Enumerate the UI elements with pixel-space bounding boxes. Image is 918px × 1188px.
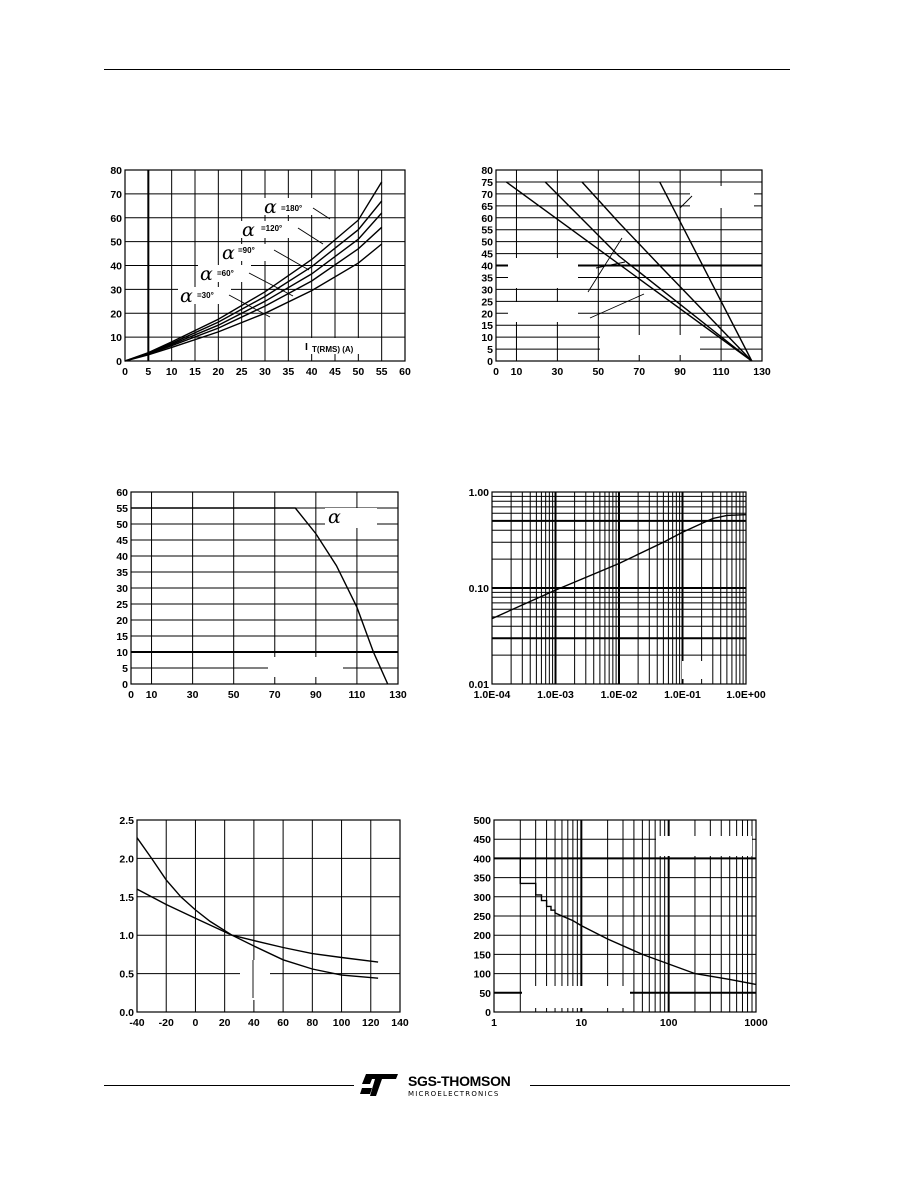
chart-6-ytick-label: 100 [473,968,491,981]
chart-3-ytick-label: 50 [116,519,128,531]
chart-6-xtick-label: 1000 [744,1017,768,1029]
chart-3-ytick-label: 55 [116,503,128,515]
chart-2-label-bg [508,258,578,288]
chart-5-temperature-variation [119,815,409,1029]
chart-1-series-label: =90° [238,246,255,255]
brand-subtitle: MICROELECTRONICS [408,1090,500,1098]
chart-3-xtick-label: 90 [310,689,322,701]
chart-6-ytick-label: 200 [473,930,491,943]
chart-2-series-3 [582,182,752,361]
chart-2-ytick-label: 15 [481,320,493,333]
chart-5-label-bg [240,960,270,1000]
chart-2-xtick-label: 110 [712,366,730,378]
chart-2-xtick-label: 0 [493,366,499,378]
chart-1-xtick-label: 5 [145,366,152,378]
chart-5-xtick-label: 40 [248,1017,260,1029]
chart-2-ytick-label: 75 [481,176,493,189]
chart-6-surge-current [473,815,767,1029]
chart-6-ytick-label: 400 [473,853,491,866]
chart-1-alpha-symbol: α [180,285,193,307]
chart-5-ytick-label: 2.0 [119,853,134,866]
chart-1-alpha-symbol: α [242,219,255,241]
chart-2-xtick-label: 130 [753,366,771,378]
chart-3-ytick-label: 15 [116,631,128,643]
chart-5-xtick-label: -40 [129,1017,145,1029]
chart-2-ytick-label: 35 [481,272,493,285]
chart-1-xtick-label: 40 [305,366,318,378]
chart-1-xlabel-symbol: I [305,341,308,353]
chart-1-ytick-label: 30 [110,284,122,297]
chart-1-series-label: =120° [261,224,283,233]
chart-2-ytick-label: 40 [481,260,493,273]
chart-2-label-bg [600,335,700,355]
chart-6-ytick-label: 150 [473,949,491,962]
chart-3-legend-symbol: α [328,506,341,528]
chart-5-xtick-label: 120 [362,1017,380,1029]
chart-3-ytick-label: 45 [116,535,128,547]
chart-4-ytick-label: 1.00 [468,487,489,499]
chart-2-ytick-label: 80 [481,165,493,177]
chart-3-xtick-label: 10 [145,689,158,701]
chart-4-xtick-label: 1.0E+00 [726,689,766,701]
chart-2-ytick-label: 55 [481,224,493,237]
chart-3-ytick-label: 20 [116,615,128,627]
chart-6-ytick-label: 500 [473,815,491,827]
chart-3-ytick-label: 5 [122,663,128,675]
chart-1-alpha-symbol: α [264,196,277,218]
brand-logo [360,1072,535,1102]
chart-1-alpha-symbol: α [200,263,213,285]
chart-2-xtick-label: 90 [674,366,686,378]
chart-5-ytick-label: 2.5 [119,815,134,827]
chart-2-ytick-label: 25 [481,296,493,309]
chart-3-ytick-label: 40 [116,551,128,563]
chart-3-xtick-label: 50 [227,689,240,701]
chart-4-xtick-label: 1.0E-02 [600,689,638,701]
chart-2-xtick-label: 30 [551,366,564,378]
chart-2-ytick-label: 10 [481,332,493,345]
chart-3-ytick-label: 60 [116,487,128,499]
chart-4-xtick-label: 1.0E-01 [664,689,701,701]
chart-2-ytick-label: 0 [487,356,493,368]
chart-1-alpha-symbol: α [222,242,235,264]
chart-1-ytick-label: 0 [116,356,122,368]
chart-1-ytick-label: 70 [110,188,122,201]
chart-1-xtick-label: 20 [212,366,225,378]
chart-1-xtick-label: 25 [235,366,248,378]
chart-3-current-vs-case-temperature [116,487,407,701]
chart-6-ytick-label: 450 [473,834,491,847]
chart-6-ytick-label: 0 [485,1007,491,1019]
chart-1-series-label: =60° [217,269,234,278]
chart-6-ytick-label: 50 [479,987,491,1000]
chart-2-xtick-label: 70 [633,366,646,378]
chart-2-ytick-label: 70 [481,188,493,201]
chart-1-xtick-label: 0 [122,366,128,378]
chart-1-xtick-label: 35 [282,366,295,378]
chart-1-power-vs-rms-current [110,165,411,378]
chart-6-ytick-label: 300 [473,891,491,904]
chart-1-series-arrow [274,250,309,270]
chart-4-thermal-impedance [469,487,766,701]
chart-2-xtick-label: 10 [510,366,523,378]
chart-1-series-label: =180° [281,204,303,213]
chart-5-xtick-label: 80 [306,1017,319,1029]
chart-1-ytick-label: 80 [110,165,122,177]
chart-4-xtick-label: 1.0E-04 [473,689,511,701]
chart-3-xtick-label: 30 [186,689,199,701]
chart-3-series-1 [131,508,388,684]
chart-3-ytick-label: 10 [116,647,128,659]
chart-5-xtick-label: 20 [218,1017,231,1029]
chart-5-xtick-label: 140 [391,1017,409,1029]
chart-1-xtick-label: 55 [375,366,388,378]
chart-1-xtick-label: 45 [329,366,341,378]
chart-1-ytick-label: 60 [110,212,122,225]
chart-6-ytick-label: 250 [473,911,491,923]
chart-4-label-bg [682,661,712,679]
chart-6-label-bg [656,836,752,856]
chart-5-xtick-label: -20 [158,1017,174,1029]
chart-1-ytick-label: 50 [110,236,122,249]
chart-3-ytick-label: 25 [116,599,128,611]
chart-1-xlabel: T(RMS) (A) [312,345,354,354]
chart-1-xtick-label: 60 [399,366,411,378]
chart-1-ytick-label: 20 [110,308,122,321]
chart-2-ytick-label: 45 [481,248,493,261]
chart-3-ytick-label: 0 [122,679,128,691]
chart-2-power-vs-case-temperature [481,165,771,378]
chart-5-xtick-label: 100 [332,1017,351,1029]
chart-3-label-bg [268,657,343,677]
chart-2-ytick-label: 50 [481,236,493,249]
chart-1-ytick-label: 40 [110,260,122,273]
chart-4-ytick-label: 0.10 [468,583,489,595]
chart-6-xtick-label: 1 [491,1017,497,1029]
chart-1-xtick-label: 15 [189,366,201,378]
chart-6-xtick-label: 100 [659,1017,678,1029]
chart-1-series-label: =30° [197,291,214,300]
chart-5-xtick-label: 60 [277,1017,289,1029]
st-logo-icon [360,1072,400,1098]
chart-1-xtick-label: 50 [352,366,365,378]
chart-2-ytick-label: 5 [487,344,493,357]
chart-2-xtick-label: 50 [592,366,605,378]
chart-4-ytick-label: 0.01 [468,679,489,691]
chart-2-label-bg [508,302,578,322]
chart-2-series-4 [660,182,752,361]
brand-name: SGS-THOMSON [408,1073,511,1089]
chart-3-ytick-label: 30 [116,583,128,595]
chart-5-ytick-label: 0.0 [119,1007,134,1019]
chart-3-xtick-label: 110 [348,689,366,701]
chart-5-ytick-label: 1.5 [119,891,134,904]
chart-2-ytick-label: 60 [481,212,493,225]
chart-4-xtick-label: 1.0E-03 [537,689,574,701]
chart-6-label-bg [522,986,630,1008]
chart-3-xtick-label: 0 [128,689,134,701]
chart-1-xtick-label: 10 [165,366,178,378]
chart-5-xtick-label: 0 [192,1017,199,1029]
chart-2-label-bg [690,186,754,208]
chart-5-ytick-label: 0.5 [119,968,134,981]
chart-6-xtick-label: 10 [575,1017,588,1029]
chart-3-xtick-label: 70 [268,689,281,701]
chart-3-ytick-label: 35 [116,567,128,579]
chart-1-xtick-label: 30 [259,366,271,378]
chart-3-xtick-label: 130 [389,689,407,701]
chart-1-ytick-label: 10 [110,332,122,345]
chart-2-ytick-label: 65 [481,200,493,213]
chart-6-ytick-label: 350 [473,872,491,885]
chart-5-ytick-label: 1.0 [119,930,134,943]
chart-2-ytick-label: 20 [481,308,493,321]
chart-2-ytick-label: 30 [481,284,493,297]
